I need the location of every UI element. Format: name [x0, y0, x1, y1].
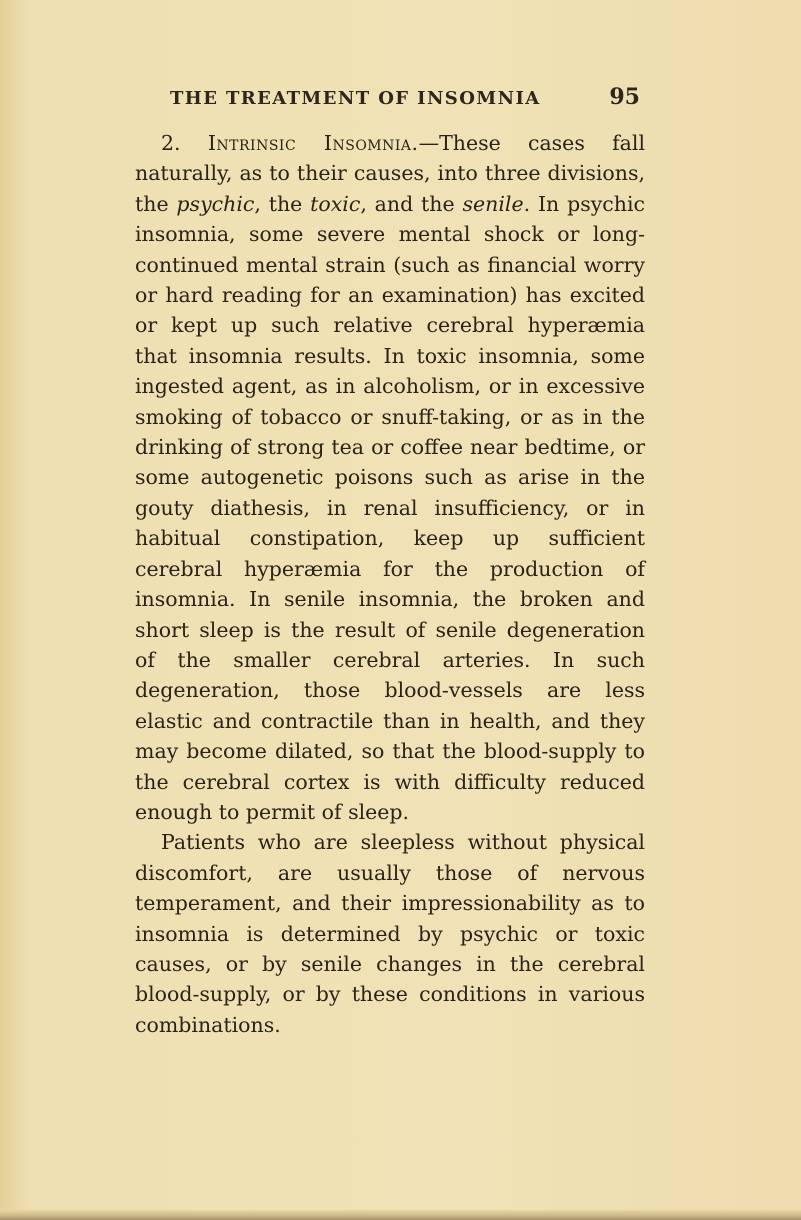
paragraph-text-b: , the: [254, 191, 311, 216]
page-number: 95: [609, 84, 640, 110]
paragraph-text-c: , and the: [360, 191, 463, 216]
term-senile: senile: [462, 191, 524, 216]
paragraph-text-d: . In psychic insomnia, some severe mental shock or long-continued mental strain (such as financial worry or hard reading for an examination) has excited or kept up such relative cerebral hyperæmia that insomnia results. In toxic insomnia, some ingested agent, as in alcoholism, or in excessive smoking of tobacco or snuff-taking, or as in the drinking of strong tea or coffee near bedtime, or some autogenetic poisons such as arise in the gouty diathesis, in renal insufficiency, or in habitual constipation, keep up sufficient cerebral hyperæmia for the production of insomnia. In senile insomnia, the broken and short sleep is the result of senile degeneration of the smaller cerebral arteries. In such degeneration, those blood-vessels are less elastic and contractile than in health, and they may become dilated, so that the blood-supply to the cerebral cortex is with difficulty reduced enough to permit of sleep.: [135, 191, 646, 824]
paragraph-sleepless-patients: Patients who are sleepless without physical discomfort, are usually those of nervous temperament, and their impressionability as to insomnia is determined by psychic or toxic causes, or by senile changes in the cerebral blood-supply, or by these conditions in various combinations.: [135, 830, 645, 1037]
body-text: [135, 128, 645, 1040]
page-header: [170, 84, 640, 110]
paragraph-intrinsic-insomnia: [135, 128, 645, 827]
running-head: THE TREATMENT OF INSOMNIA: [170, 88, 541, 109]
term-toxic: toxic: [310, 191, 361, 216]
section-number: 2.: [161, 131, 181, 155]
section-heading: Intrinsic Insomnia.: [207, 131, 419, 155]
page-bottom-edge: [0, 1210, 801, 1220]
paragraph-text-a: —These cases fall naturally, as to their causes, into three divisions, the: [135, 131, 645, 216]
term-psychic: psychic: [176, 191, 255, 216]
